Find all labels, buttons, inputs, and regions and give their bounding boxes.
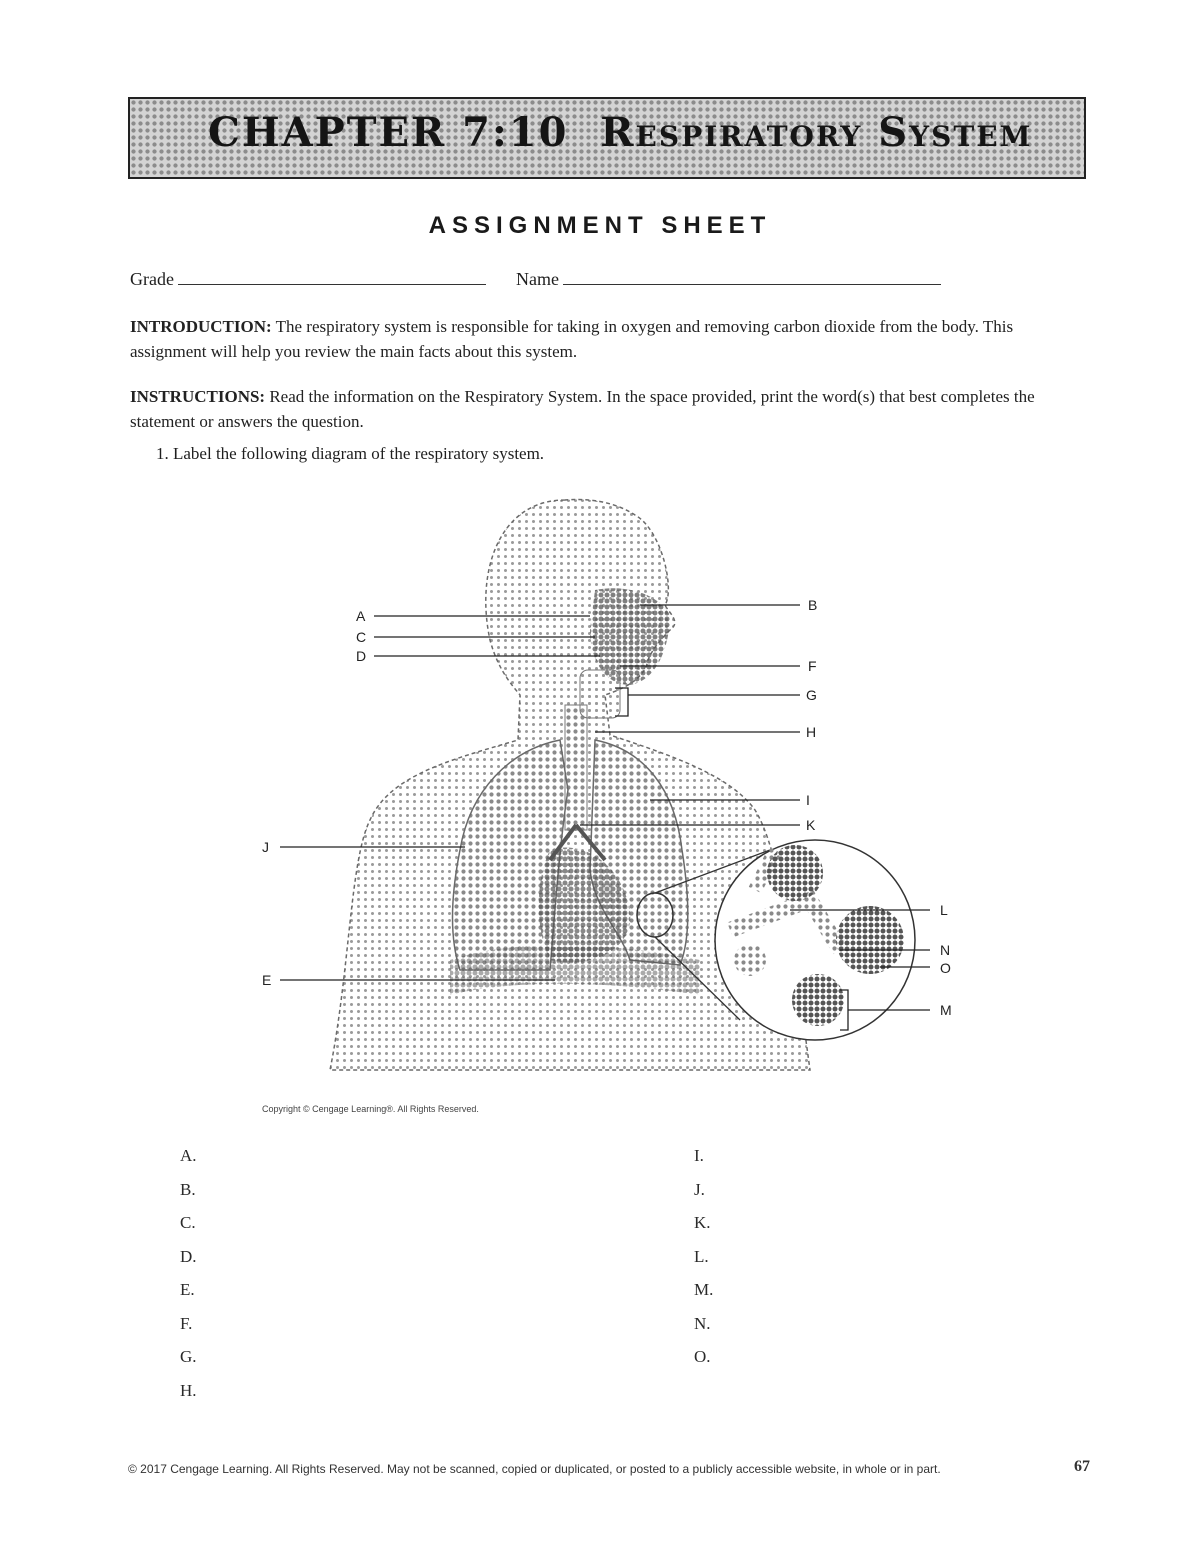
diagram-label-I: I	[806, 792, 810, 808]
instructions-text: Read the information on the Respiratory System. In the space provided, print the word(s) that best completes the statement or answers the question.	[130, 387, 1035, 431]
answer-item[interactable]: C.	[180, 1213, 196, 1232]
diagram-label-M: M	[940, 1002, 952, 1018]
footer-copyright: © 2017 Cengage Learning. All Rights Reserved. May not be scanned, copied or duplicated, or posted to a publicly accessible website, in whole or in part.	[128, 1462, 941, 1476]
larynx	[580, 670, 620, 718]
answer-item[interactable]: G.	[180, 1347, 197, 1366]
name-field[interactable]	[516, 266, 941, 290]
diagram-label-B: B	[808, 597, 818, 613]
introduction-label: INTRODUCTION:	[130, 317, 272, 336]
name-line[interactable]	[563, 266, 941, 285]
page-footer	[128, 1458, 1090, 1476]
grade-label: Grade	[130, 269, 174, 289]
instructions-label: INSTRUCTIONS:	[130, 387, 266, 406]
answer-item[interactable]: K.	[694, 1213, 711, 1232]
chapter-title	[208, 109, 1033, 156]
diagram-label-C: C	[356, 629, 367, 645]
chapter-topic: Respiratory System	[600, 109, 1033, 156]
diagram-label-E: E	[262, 972, 272, 988]
assignment-sheet-heading: ASSIGNMENT SHEET	[428, 212, 772, 239]
diagram-label-G: G	[806, 687, 817, 703]
introduction-text: The respiratory system is responsible for taking in oxygen and removing carbon dioxide from the body. This assignment will help you review the main facts about this system.	[130, 317, 1014, 361]
diagram-label-N: N	[940, 942, 951, 958]
answer-item[interactable]: H.	[180, 1380, 197, 1400]
diagram-label-D: D	[356, 648, 367, 664]
answer-item[interactable]: A.	[180, 1146, 197, 1165]
answer-item[interactable]: J.	[694, 1179, 705, 1199]
answer-item[interactable]: F.	[180, 1313, 193, 1333]
diagram-label-L: L	[940, 902, 948, 918]
answer-item[interactable]: I.	[694, 1146, 704, 1165]
instructions-paragraph	[130, 384, 1092, 434]
diagram-copyright: Copyright © Cengage Learning®. All Rights Reserved.	[262, 1104, 479, 1114]
answers-left-column	[180, 1146, 420, 1414]
answer-item[interactable]: B.	[180, 1179, 196, 1199]
diagram-label-A: A	[356, 608, 366, 624]
diagram-label-J: J	[262, 839, 269, 855]
page-number: 67	[1074, 1458, 1090, 1475]
diagram-label-H: H	[806, 724, 817, 740]
answer-item[interactable]: O.	[694, 1347, 711, 1366]
diagram-label-K: K	[806, 817, 816, 833]
diagram-label-O: O	[940, 960, 951, 976]
name-label: Name	[516, 269, 559, 289]
grade-line[interactable]	[178, 266, 486, 285]
answer-item[interactable]: E.	[180, 1280, 195, 1299]
answer-item[interactable]: N.	[694, 1313, 711, 1333]
grade-field[interactable]	[130, 266, 486, 290]
answer-item[interactable]: L.	[694, 1246, 709, 1266]
chapter-banner	[128, 97, 1086, 179]
answer-item[interactable]: M.	[694, 1280, 714, 1299]
respiratory-diagram	[250, 490, 980, 1140]
question-1: 1. Label the following diagram of the respiratory system.	[156, 444, 545, 463]
trachea	[565, 705, 587, 830]
diagram-label-F: F	[808, 658, 817, 674]
introduction-paragraph	[130, 314, 1092, 364]
answers-right-column	[694, 1146, 934, 1381]
chapter-number: CHAPTER 7:10	[208, 109, 569, 156]
answer-item[interactable]: D.	[180, 1246, 197, 1266]
